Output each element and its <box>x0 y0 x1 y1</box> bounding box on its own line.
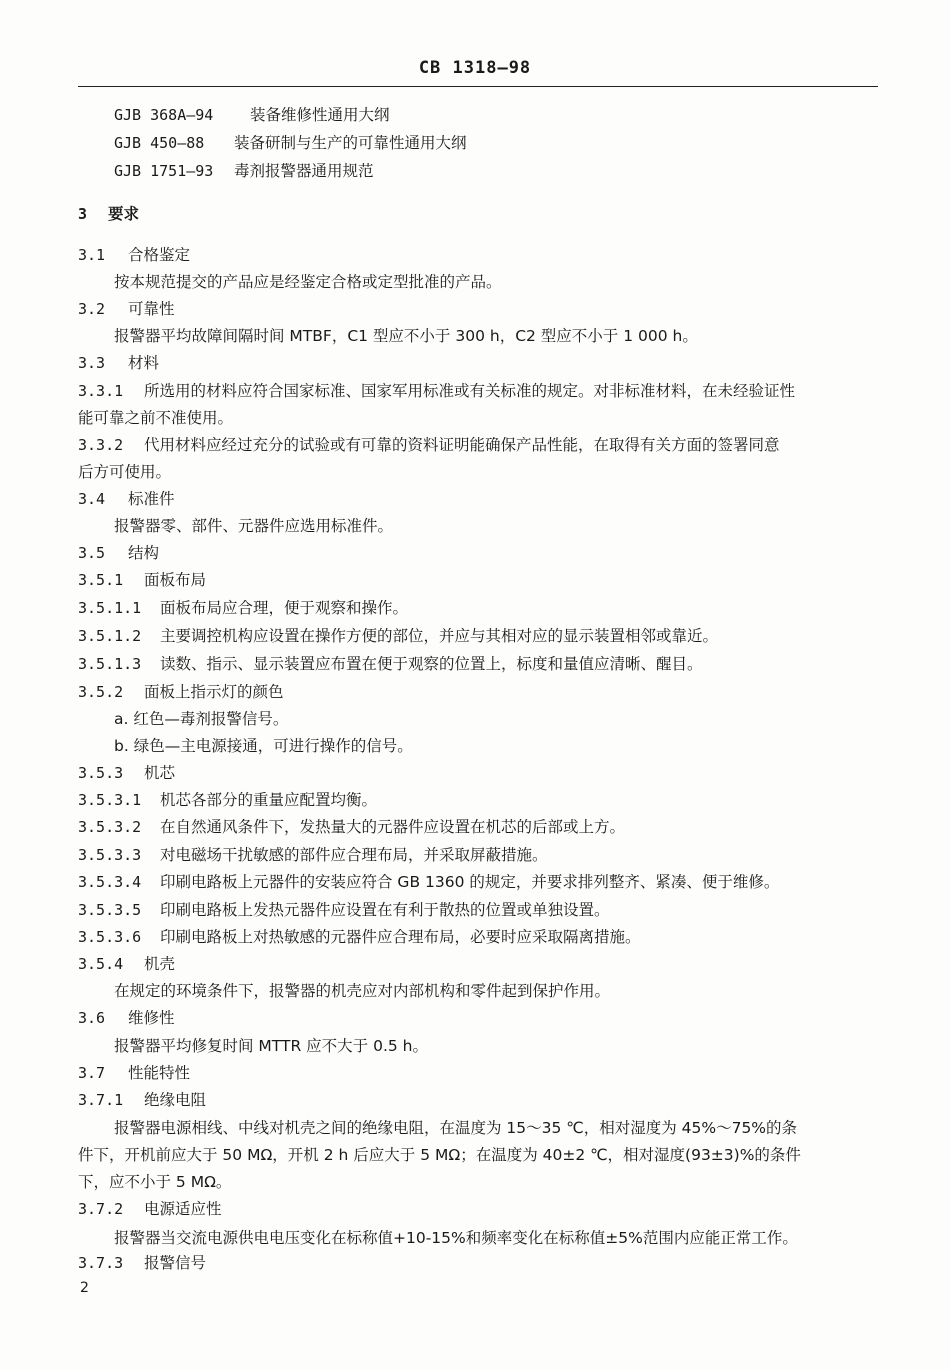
section-title: 机壳 <box>144 955 176 973</box>
section-number: 3.1 <box>78 246 106 264</box>
section-title: 绝缘电阻 <box>144 1091 207 1109</box>
section-heading <box>78 352 159 374</box>
section-number: 3.5.3.5 <box>78 901 142 919</box>
section-number: 3.5.3.1 <box>78 791 142 809</box>
section-title: 面板布局 <box>144 571 207 589</box>
section-title: 性能特性 <box>128 1064 191 1082</box>
section-number: 3.5.3.4 <box>78 873 142 891</box>
section-heading <box>78 681 284 703</box>
section-heading <box>78 542 159 564</box>
section-number: 3.5.1 <box>78 571 124 589</box>
section-number: 3.3 <box>78 354 106 372</box>
paragraph-text: 对电磁场干扰敏感的部件应合理布局，并采取屏蔽措施。 <box>160 846 548 864</box>
section-title: 标准件 <box>128 490 175 508</box>
paragraph-line: 按本规范提交的产品应是经鉴定合格或定型批准的产品。 <box>114 273 502 291</box>
reference-code: GJB 368A—94 <box>114 106 214 124</box>
section-number: 3.5.3.2 <box>78 818 142 836</box>
paragraph-text: 面板布局应合理，便于观察和操作。 <box>160 599 409 617</box>
paragraph-text: 代用材料应经过充分的试验或有可靠的资料证明能确保产品性能，在取得有关方面的签署同意 <box>144 436 780 454</box>
paragraph-line <box>78 899 610 921</box>
paragraph-line <box>78 653 703 675</box>
section-title: 报警信号 <box>144 1254 207 1272</box>
section-number: 3.5.3 <box>78 764 124 782</box>
section-title: 面板上指示灯的颜色 <box>144 683 284 701</box>
section-number: 3.3.2 <box>78 436 124 454</box>
paragraph-line <box>78 597 408 619</box>
paragraph-text: 所选用的材料应符合国家标准、国家军用标准或有关标准的规定。对非标准材料，在未经验证性 <box>144 382 796 400</box>
paragraph-line: 报警器平均修复时间 MTTR 应不大于 0.5 h。 <box>114 1037 428 1055</box>
paragraph-line <box>78 816 625 838</box>
section-heading <box>78 1062 190 1084</box>
section-heading <box>78 569 206 591</box>
section-number: 3.5.3.6 <box>78 928 142 946</box>
section-heading <box>78 1198 222 1220</box>
section-title: 机芯 <box>144 764 176 782</box>
reference-title: 装备研制与生产的可靠性通用大纲 <box>234 134 467 152</box>
section-title: 可靠性 <box>128 300 175 318</box>
reference-code: GJB 1751—93 <box>114 162 214 180</box>
section-title: 合格鉴定 <box>128 246 191 264</box>
reference-title: 毒剂报警器通用规范 <box>234 162 374 180</box>
paragraph-line: 后方可使用。 <box>78 463 172 481</box>
paragraph-line <box>78 844 548 866</box>
paragraph-text: 主要调控机构应设置在操作方便的部位，并应与其相对应的显示装置相邻或靠近。 <box>160 627 719 645</box>
paragraph-text: 机芯各部分的重量应配置均衡。 <box>160 791 378 809</box>
reference-item <box>114 132 467 154</box>
section-number: 3.7.2 <box>78 1200 124 1218</box>
section-heading <box>78 762 175 784</box>
section-number: 3.6 <box>78 1009 106 1027</box>
paragraph-line: 下，应不小于 5 MΩ。 <box>78 1173 232 1191</box>
page-header: CB 1318—98 <box>418 58 532 78</box>
section-number: 3.7 <box>78 1064 106 1082</box>
section-title: 结构 <box>128 544 160 562</box>
section-heading <box>78 244 190 266</box>
reference-item <box>114 104 390 126</box>
paragraph-line: 报警器电源相线、中线对机壳之间的绝缘电阻，在温度为 15～35 ℃，相对湿度为 45%～75%的条 <box>114 1119 798 1137</box>
reference-title: 装备维修性通用大纲 <box>250 106 390 124</box>
section-number: 3.7.3 <box>78 1254 124 1272</box>
section-heading <box>78 203 139 225</box>
paragraph-line: 报警器零、部件、元器件应选用标准件。 <box>114 517 394 535</box>
section-heading <box>78 298 175 320</box>
paragraph-line <box>78 926 641 948</box>
paragraph-text: 在自然通风条件下，发热量大的元器件应设置在机芯的后部或上方。 <box>160 818 626 836</box>
section-title: 电源适应性 <box>144 1200 222 1218</box>
header-rule <box>78 86 878 87</box>
section-heading <box>78 1089 206 1111</box>
section-title: 材料 <box>128 354 160 372</box>
section-number: 3.4 <box>78 490 106 508</box>
paragraph-line <box>78 434 780 456</box>
paragraph-line <box>78 380 795 402</box>
paragraph-line: 在规定的环境条件下，报警器的机壳应对内部机构和零件起到保护作用。 <box>114 982 611 1000</box>
list-item: b. 绿色—主电源接通，可进行操作的信号。 <box>114 737 413 755</box>
paragraph-line: 报警器平均故障间隔时间 MTBF，C1 型应不小于 300 h，C2 型应不小于 1 000 h。 <box>114 327 698 345</box>
section-number: 3.5.2 <box>78 683 124 701</box>
section-heading <box>78 953 175 975</box>
section-title: 要求 <box>108 205 140 223</box>
paragraph-text: 读数、指示、显示装置应布置在便于观察的位置上，标度和量值应清晰、醒目。 <box>160 655 703 673</box>
paragraph-text: 印刷电路板上元器件的安装应符合 GB 1360 的规定，并要求排列整齐、紧凑、便于维修。 <box>160 873 780 891</box>
page-number: 2 <box>80 1280 89 1296</box>
section-number: 3.5.4 <box>78 955 124 973</box>
paragraph-line <box>78 625 718 647</box>
section-heading <box>78 1252 206 1274</box>
section-title: 维修性 <box>128 1009 175 1027</box>
paragraph-text: 印刷电路板上发热元器件应设置在有利于散热的位置或单独设置。 <box>160 901 610 919</box>
paragraph-line: 报警器当交流电源供电电压变化在标称值+10-15%和频率变化在标称值±5%范围内应能正常工作。 <box>114 1229 798 1247</box>
section-heading <box>78 1007 175 1029</box>
section-number: 3.5.1.1 <box>78 599 142 617</box>
section-number: 3.5.1.3 <box>78 655 142 673</box>
list-item: a. 红色—毒剂报警信号。 <box>114 710 289 728</box>
paragraph-line: 件下，开机前应大于 50 MΩ，开机 2 h 后应大于 5 MΩ；在温度为 40±2 ℃，相对湿度(93±3)%的条件 <box>78 1146 801 1164</box>
reference-item <box>114 160 374 182</box>
paragraph-line <box>78 789 377 811</box>
section-number: 3 <box>78 205 88 223</box>
section-number: 3.5.3.3 <box>78 846 142 864</box>
section-number: 3.5 <box>78 544 106 562</box>
paragraph-text: 印刷电路板上对热敏感的元器件应合理布局，必要时应采取隔离措施。 <box>160 928 641 946</box>
paragraph-line <box>78 871 779 893</box>
section-heading <box>78 488 175 510</box>
section-number: 3.7.1 <box>78 1091 124 1109</box>
reference-code: GJB 450—88 <box>114 134 205 152</box>
paragraph-line: 能可靠之前不准使用。 <box>78 409 234 427</box>
section-number: 3.5.1.2 <box>78 627 142 645</box>
section-number: 3.2 <box>78 300 106 318</box>
section-number: 3.3.1 <box>78 382 124 400</box>
